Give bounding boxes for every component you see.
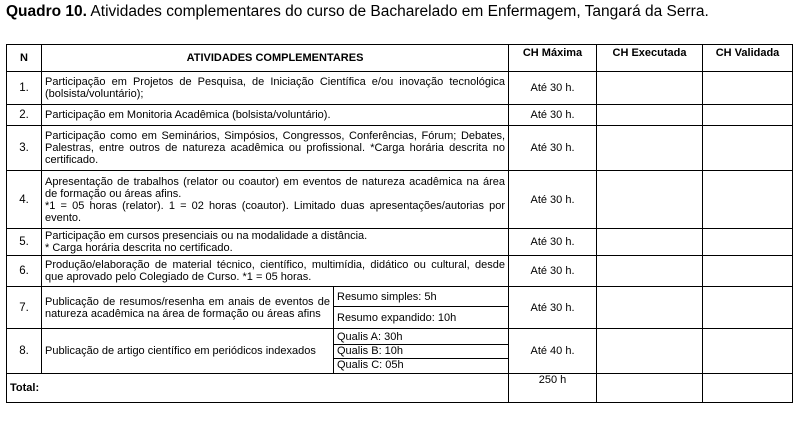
qualis-cell <box>334 329 509 374</box>
ch-executada-cell <box>597 287 703 329</box>
table-caption <box>6 2 786 21</box>
sub-item: Resumo simples: 5h <box>334 287 509 307</box>
row-number: 1. <box>7 72 42 105</box>
row-number: 4. <box>7 171 42 229</box>
activities-table <box>6 44 793 403</box>
ch-executada-cell <box>597 105 703 126</box>
activity-cell <box>42 171 509 229</box>
ch-maxima: Até 30 h. <box>509 105 597 126</box>
activity-text: Participação em Monitoria Acadêmica (bolsista/voluntário). <box>42 105 509 126</box>
table-row <box>7 171 793 229</box>
ch-maxima: Até 30 h. <box>509 72 597 105</box>
ch-executada-cell <box>597 171 703 229</box>
table-row <box>7 256 793 287</box>
row-number: 2. <box>7 105 42 126</box>
ch-validada-cell <box>703 72 793 105</box>
qualis-list <box>334 330 508 372</box>
header-ch-executada: CH Executada <box>597 45 703 72</box>
ch-validada-cell <box>703 126 793 171</box>
activity-text: Participação como em Seminários, Simpósios, Congressos, Conferências, Fórum; Debates, Palestras, entre outros de natureza acadêmica ou profissional. *Carga horária descrita no certificado. <box>42 126 509 171</box>
sub-item: Qualis B: 10h <box>334 344 508 358</box>
table-row <box>7 72 793 105</box>
activity-text: Participação em Projetos de Pesquisa, de Iniciação Científica e/ou inovação tecnológica (bolsista/voluntário); <box>42 72 509 105</box>
activity-text: Participação em cursos presenciais ou na modalidade a distância. <box>45 230 368 242</box>
ch-executada-cell <box>597 229 703 256</box>
total-label: Total: <box>7 374 509 403</box>
activity-text: Publicação de artigo científico em periódicos indexados <box>42 329 334 374</box>
ch-executada-cell <box>597 72 703 105</box>
ch-validada-cell <box>703 229 793 256</box>
caption-text: Atividades complementares do curso de Bacharelado em Enfermagem, Tangará da Serra. <box>86 3 709 20</box>
row-number: 8. <box>7 329 42 374</box>
caption-label: Quadro 10. <box>6 3 87 20</box>
ch-maxima: Até 30 h. <box>509 287 597 329</box>
activity-cell <box>42 229 509 256</box>
ch-validada-cell <box>703 287 793 329</box>
ch-executada-cell <box>597 256 703 287</box>
sub-item: Qualis A: 30h <box>334 330 508 344</box>
row-number: 3. <box>7 126 42 171</box>
sub-item: Resumo expandido: 10h <box>334 307 509 329</box>
ch-validada-cell <box>703 171 793 229</box>
sub-item: Qualis C: 05h <box>337 359 404 372</box>
ch-maxima: Até 40 h. <box>509 329 597 374</box>
row-number: 5. <box>7 229 42 256</box>
total-validada-cell <box>703 374 793 403</box>
row-number: 7. <box>7 287 42 329</box>
header-ch-validada: CH Validada <box>703 45 793 72</box>
header-ch-maxima: CH Máxima <box>509 45 597 72</box>
activity-text: Apresentação de trabalhos (relator ou coautor) em eventos de natureza acadêmica na área de formação ou áreas afins. <box>45 175 506 200</box>
row-number: 6. <box>7 256 42 287</box>
ch-maxima: Até 30 h. <box>509 229 597 256</box>
ch-maxima: Até 30 h. <box>509 256 597 287</box>
table-row <box>7 287 793 307</box>
activity-text: Publicação de resumos/resenha em anais de eventos de natureza acadêmica na área de formação ou áreas afins <box>42 287 334 329</box>
header-n: N <box>7 45 42 72</box>
table-row <box>7 105 793 126</box>
ch-maxima: Até 30 h. <box>509 126 597 171</box>
header-row <box>7 45 793 72</box>
ch-validada-cell <box>703 256 793 287</box>
table-row <box>7 229 793 256</box>
header-atividades: ATIVIDADES COMPLEMENTARES <box>42 45 509 72</box>
ch-validada-cell <box>703 329 793 374</box>
ch-executada-cell <box>597 126 703 171</box>
table-row <box>7 126 793 171</box>
total-executada-cell <box>597 374 703 403</box>
table-row <box>7 329 793 374</box>
ch-validada-cell <box>703 105 793 126</box>
activity-note: * Carga horária descrita no certificado. <box>45 242 233 254</box>
total-row <box>7 374 793 403</box>
total-value: 250 h <box>509 374 597 403</box>
activity-text: Produção/elaboração de material técnico, científico, multimídia, didático ou cultural, desde que aprovado pelo Colegiado de Curso. *1 = 05 horas. <box>42 256 509 287</box>
ch-executada-cell <box>597 329 703 374</box>
activity-note: *1 = 05 horas (relator). 1 = 02 horas (coautor). Limitado duas apresentações/autorias por evento. <box>45 199 506 224</box>
ch-maxima: Até 30 h. <box>509 171 597 229</box>
